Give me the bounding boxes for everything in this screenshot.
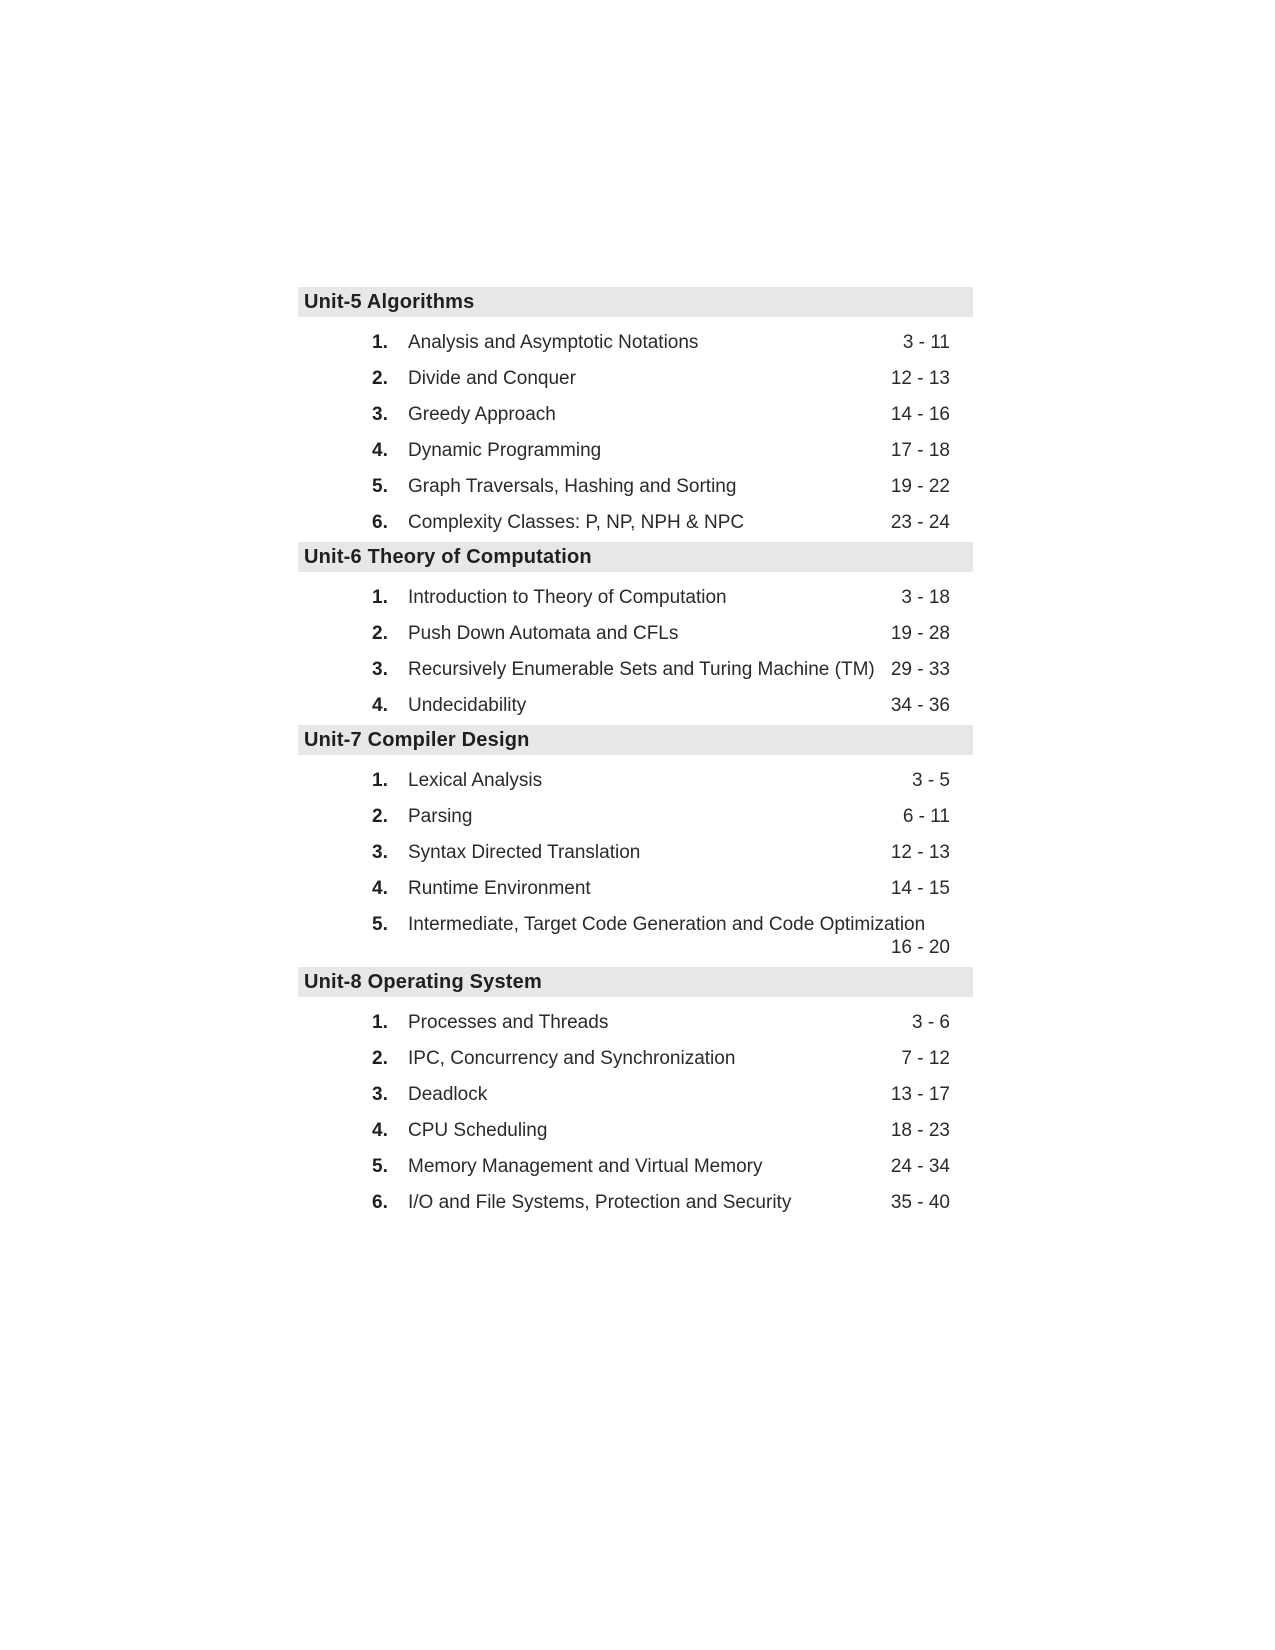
toc-entry-title: Runtime Environment xyxy=(408,878,591,899)
toc-entry-number: 5. xyxy=(372,914,388,935)
toc-entry-pages: 14 - 15 xyxy=(890,878,950,899)
toc-entry-title: Undecidability xyxy=(408,695,527,716)
toc-entry-title: Greedy Approach xyxy=(408,404,556,425)
toc-entry xyxy=(372,658,950,681)
toc-entry-pages: 24 - 34 xyxy=(890,1156,950,1177)
toc-entry xyxy=(372,586,950,609)
toc-entry-pages: 13 - 17 xyxy=(890,1084,950,1105)
toc-entry-title: Lexical Analysis xyxy=(408,770,543,791)
section-header-unit-8 xyxy=(298,967,973,997)
toc-entry-number: 5. xyxy=(372,1156,388,1177)
toc-entry-number: 2. xyxy=(372,1048,388,1069)
toc-entry-pages: 14 - 16 xyxy=(890,404,950,425)
toc-entry-title: Graph Traversals, Hashing and Sorting xyxy=(408,476,737,497)
toc-entry xyxy=(372,331,950,354)
section-items-unit-6 xyxy=(298,572,973,725)
toc-entry-pages: 3 - 5 xyxy=(911,770,950,791)
toc-entry-pages: 3 - 11 xyxy=(902,332,950,353)
toc-entry-pages: 18 - 23 xyxy=(890,1120,950,1141)
section-header-unit-7 xyxy=(298,725,973,755)
toc-entry-title: I/O and File Systems, Protection and Security xyxy=(408,1192,792,1213)
section-items-unit-7 xyxy=(298,755,973,967)
toc-entry-number: 3. xyxy=(372,842,388,863)
section-header-unit-6 xyxy=(298,542,973,572)
toc-entry-number: 2. xyxy=(372,806,388,827)
toc-entry-title: Intermediate, Target Code Generation and Code Optimization xyxy=(408,914,926,935)
toc-entry-number: 6. xyxy=(372,512,388,533)
toc-entry-title: Processes and Threads xyxy=(408,1012,609,1033)
toc-entry xyxy=(372,913,950,959)
toc-entry-title: IPC, Concurrency and Synchronization xyxy=(408,1048,736,1069)
toc-entry xyxy=(372,1047,950,1070)
toc-entry-title: Introduction to Theory of Computation xyxy=(408,587,727,608)
section-header-unit-5 xyxy=(298,287,973,317)
toc-entry xyxy=(372,1191,950,1214)
toc-entry xyxy=(372,841,950,864)
toc-entry-number: 3. xyxy=(372,659,388,680)
toc-entry xyxy=(372,877,950,900)
toc-entry-number: 5. xyxy=(372,476,388,497)
toc-entry-number: 4. xyxy=(372,695,388,716)
toc-entry xyxy=(372,1011,950,1034)
toc-entry-number: 1. xyxy=(372,332,388,353)
toc-entry xyxy=(372,403,950,426)
toc-entry xyxy=(372,439,950,462)
toc-entry-pages: 3 - 18 xyxy=(901,587,950,608)
toc-entry-pages: 19 - 28 xyxy=(890,623,950,644)
toc-entry-pages: 16 - 20 xyxy=(890,937,950,958)
toc-entry-pages: 6 - 11 xyxy=(902,806,950,827)
toc-entry-pages: 7 - 12 xyxy=(901,1048,950,1069)
toc-entry-pages: 19 - 22 xyxy=(890,476,950,497)
table-of-contents xyxy=(298,287,973,1222)
toc-entry-pages: 29 - 33 xyxy=(890,659,950,680)
toc-entry-pages: 17 - 18 xyxy=(890,440,950,461)
section-title: Unit-7 Compiler Design xyxy=(304,728,530,751)
toc-entry xyxy=(372,367,950,390)
toc-entry-title: Analysis and Asymptotic Notations xyxy=(408,332,699,353)
toc-entry xyxy=(372,769,950,792)
toc-entry-title: Parsing xyxy=(408,806,473,827)
toc-entry-title: Divide and Conquer xyxy=(408,368,576,389)
toc-entry-number: 1. xyxy=(372,587,388,608)
toc-entry-title: Memory Management and Virtual Memory xyxy=(408,1156,763,1177)
toc-entry xyxy=(372,1155,950,1178)
toc-entry-number: 4. xyxy=(372,878,388,899)
toc-entry xyxy=(372,1083,950,1106)
toc-entry-pages: 12 - 13 xyxy=(890,842,950,863)
toc-entry-pages: 35 - 40 xyxy=(890,1192,950,1213)
toc-entry xyxy=(372,694,950,717)
toc-entry-pages: 3 - 6 xyxy=(911,1012,950,1033)
section-title: Unit-8 Operating System xyxy=(304,970,542,993)
section-items-unit-8 xyxy=(298,997,973,1222)
toc-entry-title: CPU Scheduling xyxy=(408,1120,548,1141)
section-title: Unit-6 Theory of Computation xyxy=(304,545,592,568)
toc-entry xyxy=(372,511,950,534)
toc-entry xyxy=(372,622,950,645)
section-items-unit-5 xyxy=(298,317,973,542)
toc-entry xyxy=(372,1119,950,1142)
toc-entry-number: 6. xyxy=(372,1192,388,1213)
toc-entry-title: Recursively Enumerable Sets and Turing Machine (TM) xyxy=(408,659,875,680)
toc-entry-pages: 34 - 36 xyxy=(890,695,950,716)
toc-entry-number: 2. xyxy=(372,623,388,644)
toc-entry xyxy=(372,805,950,828)
toc-entry-number: 4. xyxy=(372,1120,388,1141)
toc-entry-pages: 12 - 13 xyxy=(890,368,950,389)
toc-entry-number: 3. xyxy=(372,404,388,425)
section-title: Unit-5 Algorithms xyxy=(304,290,475,313)
toc-entry-title: Dynamic Programming xyxy=(408,440,602,461)
toc-entry-number: 1. xyxy=(372,1012,388,1033)
toc-entry-number: 2. xyxy=(372,368,388,389)
toc-entry-title: Push Down Automata and CFLs xyxy=(408,623,679,644)
toc-entry xyxy=(372,475,950,498)
toc-entry-number: 1. xyxy=(372,770,388,791)
toc-entry-title: Syntax Directed Translation xyxy=(408,842,641,863)
toc-entry-pages: 23 - 24 xyxy=(890,512,950,533)
toc-entry-number: 3. xyxy=(372,1084,388,1105)
toc-entry-title: Complexity Classes: P, NP, NPH & NPC xyxy=(408,512,745,533)
toc-entry-number: 4. xyxy=(372,440,388,461)
toc-entry-title: Deadlock xyxy=(408,1084,488,1105)
